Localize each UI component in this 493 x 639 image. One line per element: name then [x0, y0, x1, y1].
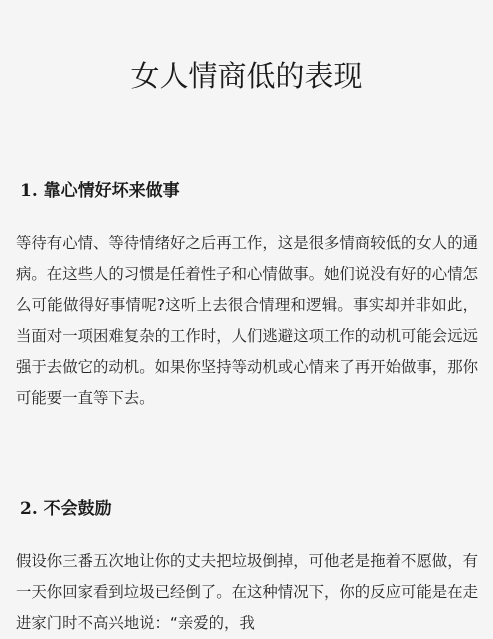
section-heading-2: 2. 不会鼓励: [20, 499, 112, 519]
article-title: 女人情商低的表现: [130, 59, 363, 93]
section-body-1: 等待有心情、等待情绪好之后再工作，这是很多情商较低的女人的通病。在这些人的习惯是任着性子和心情做事。她们说没有好的心情怎么可能做得好事情呢?这听上去很合情理和逻辑。事实却并非如此，当面对一项困难复杂的工作时，人们逃避这项工作的动机可能会远远强于去做它的动机。如果你坚持等动机或心情来了再开始做事，那你可能要一直等下去。: [16, 234, 478, 407]
section-body-2: 假设你三番五次地让你的丈夫把垃圾倒掉，可他老是拖着不愿做，有一天你回家看到垃圾已经倒了。在这种情况下，你的反应可能是在走进家门时不高兴地说：“亲爱的，我: [16, 552, 478, 632]
section-heading-1: 1. 靠心情好坏来做事: [20, 181, 180, 201]
